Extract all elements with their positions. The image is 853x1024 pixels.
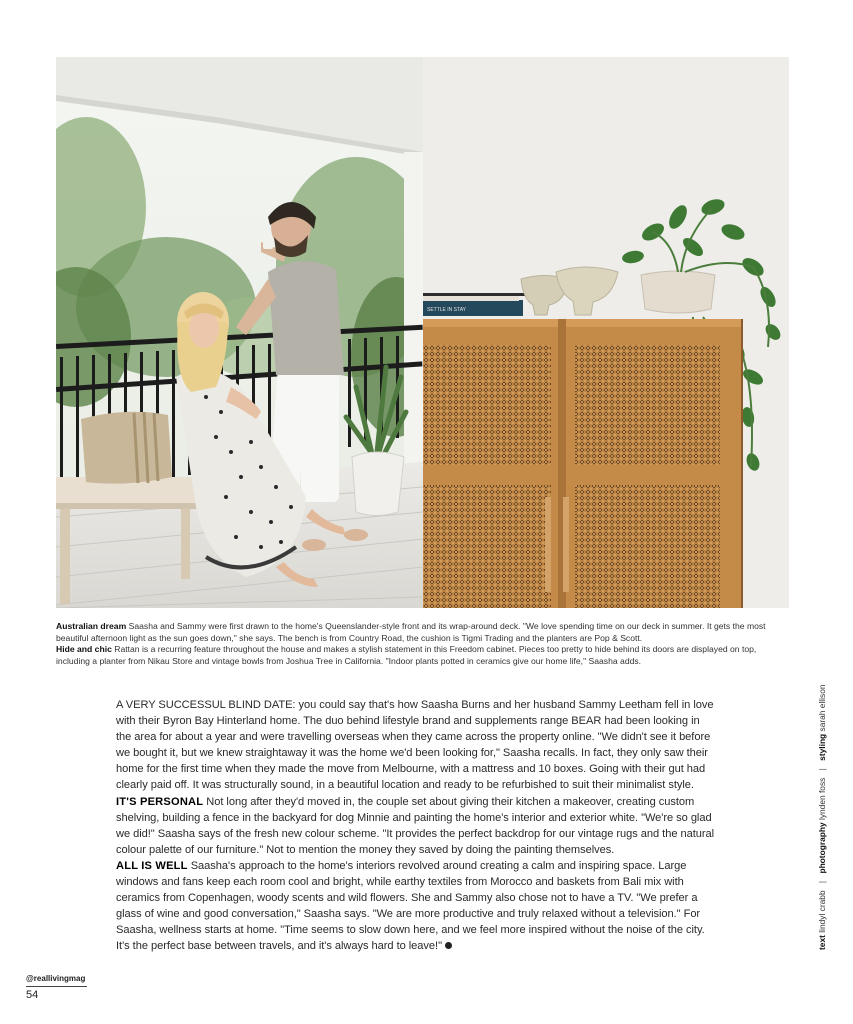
article-section-2 bbox=[116, 858, 716, 955]
credit-separator: | bbox=[817, 880, 827, 884]
article-intro: A VERY SUCCESSUL BLIND DATE: you could say that's how Saasha Burns and her husband Sammy Leetham fell in love with their Byron Bay Hinterland home. The duo behind lifestyle brand and supplements range BEAR had been looking in the area for about a year and were travelling overseas when they came across the property online. "We didn't see it before we bought it, but we knew straightaway it was the home we'd been looking for," Saasha recalls. In fact, they only saw their home for the first time when they made the move from Melbourne, with a mattress and 10 boxes. Going with their gut had clearly paid off. It was structurally sound, in a beautiful location and ready to be refurbished to suit their minimalist style. bbox=[116, 699, 714, 792]
end-of-article-icon bbox=[445, 942, 452, 949]
caption-text-1: Saasha and Sammy were first drawn to the home's Queenslander-style front and its wrap-around deck. "We love spending time on our deck in summer. It gets the most beautiful afternoon light as the sun goes down," she says. The bench is from Country Road, the cushion is Tigmi Trading and the planters are Pop & Scott. bbox=[56, 621, 766, 643]
caption-heading-australian-dream: Australian dream bbox=[56, 621, 127, 631]
photo-caption bbox=[56, 621, 789, 667]
credit-styling-name: sarah ellison bbox=[817, 684, 827, 732]
article-para-1: Not long after they'd moved in, the couple set about giving their kitchen a makeover, creating custom shelving, building a fence in the backyard for dog Minnie and painting the home's interior and exterior white. "We're so glad we did!" Saasha says of the fresh new colour scheme. "It provides the perfect backdrop for our vintage rugs and the natural colour palette of our furniture." Not to mention the money they saved by doing the painting themselves. bbox=[116, 795, 715, 856]
cabinet-photo bbox=[423, 57, 789, 608]
subhead-its-personal: IT'S PERSONAL bbox=[116, 795, 204, 808]
credit-photography-name: lynden foss bbox=[817, 777, 827, 821]
magazine-handle: @reallivingmag bbox=[26, 974, 86, 983]
article-credits bbox=[817, 684, 827, 950]
deck-photo-illustration bbox=[56, 57, 423, 608]
cabinet-photo-illustration bbox=[423, 57, 789, 608]
credit-photography-label: photography bbox=[817, 822, 827, 874]
footer-divider bbox=[26, 986, 87, 987]
subhead-all-is-well: ALL IS WELL bbox=[116, 859, 188, 872]
article-body bbox=[116, 697, 716, 955]
deck-photo bbox=[56, 57, 423, 608]
credit-separator: | bbox=[817, 768, 827, 771]
credit-text-label: text bbox=[817, 935, 827, 950]
article-para-2: Saasha's approach to the home's interiors revolved around creating a calm and inspiring space. Large windows and fans keep each room cool and bright, while earthy textiles from Morocco and baskets from Bali mix with ceramics from Copenhagen, woody scents and wild flowers. She and Sammy also chose not to have a TV. "We prefer a glass of wine and good conversation," Saasha says. "We are more productive and truly relaxed without a television." For Saasha, wellness starts at home. "Time seems to slow down here, and we feel more inspired without the noise of the city. It's the perfect base between travels, and it's always hard to leave!" bbox=[116, 859, 705, 953]
book-spine-text: SETTLE IN STAY bbox=[427, 307, 466, 313]
page-number: 54 bbox=[26, 989, 39, 1001]
caption-text-2: Rattan is a recurring feature throughout the house and makes a stylish statement in this Freedom cabinet. Pieces too pretty to hide behind its doors are displayed on top, including a planter from Nikau Store and vintage bowls from Joshua Tree in California. "Indoor plants potted in ceramics give our home life," Saasha adds. bbox=[56, 644, 757, 666]
credit-styling-label: styling bbox=[817, 733, 827, 761]
credit-text-name: lindyl crabb bbox=[817, 890, 827, 933]
caption-heading-hide-and-chic: Hide and chic bbox=[56, 644, 112, 655]
article-section-1 bbox=[116, 794, 716, 858]
